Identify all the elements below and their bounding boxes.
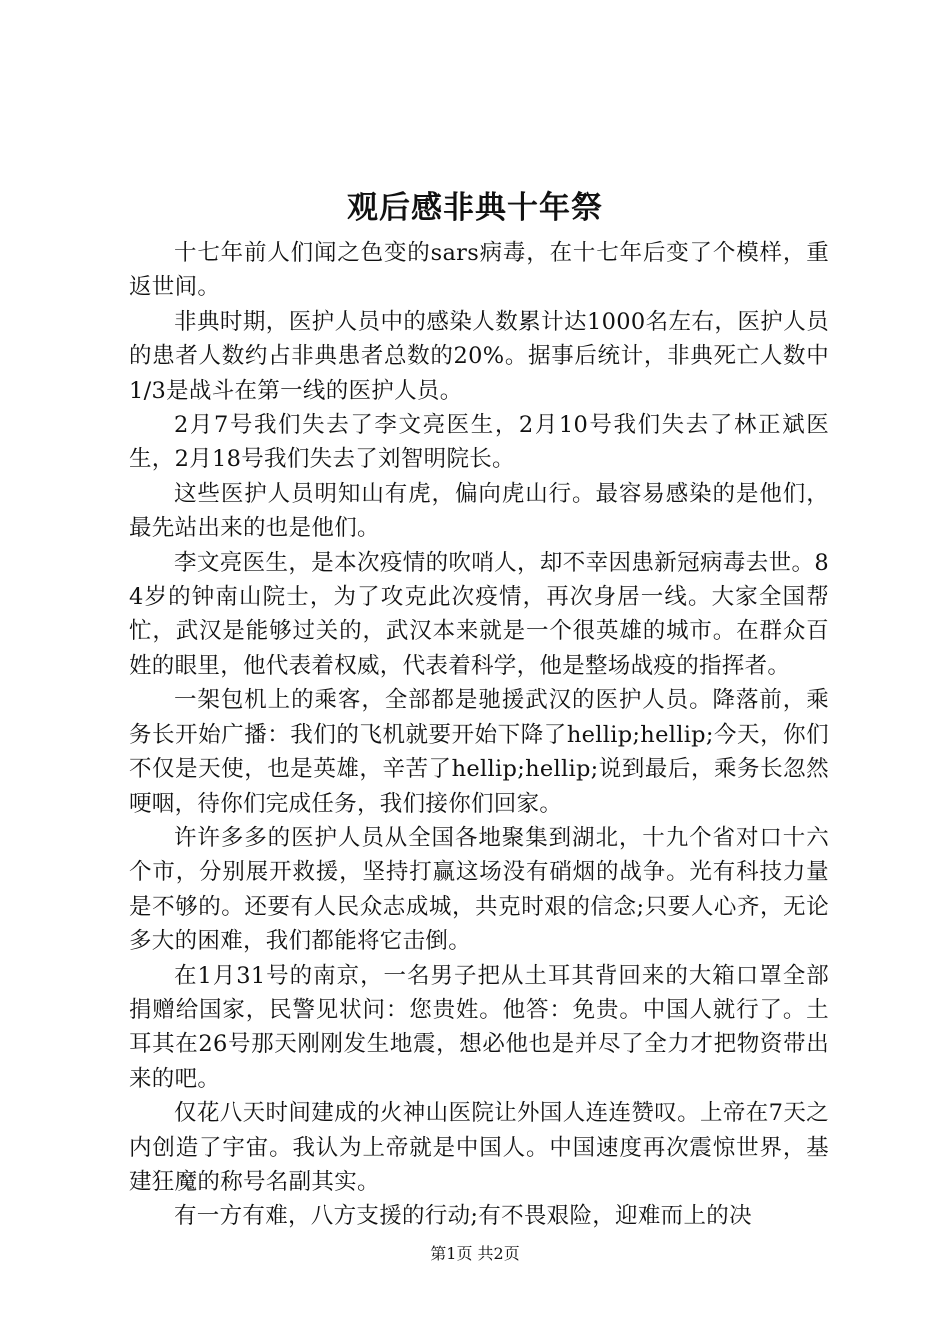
- paragraph: 2月7号我们失去了李文亮医生，2月10号我们失去了林正斌医生，2月18号我们失去了刘智明院长。: [129, 412, 829, 473]
- document-body: [129, 236, 829, 1234]
- paragraph: 有一方有难，八方支援的行动;有不畏艰险，迎难而上的决: [174, 1203, 752, 1230]
- paragraph: 许许多多的医护人员从全国各地聚集到湖北，十九个省对口十六个市，分别展开救援，坚持打赢这场没有硝烟的战争。光有科技力量是不够的。还要有人民众志成城，共克时艰的信念;只要人心齐，无论多大的困难，我们都能将它击倒。: [129, 824, 829, 955]
- document-title: 观后感非典十年祭: [347, 190, 603, 226]
- paragraph: 仅花八天时间建成的火神山医院让外国人连连赞叹。上帝在7天之内创造了宇宙。我认为上帝就是中国人。中国速度再次震惊世界，基建狂魔的称号名副其实。: [129, 1100, 829, 1195]
- paragraph: 一架包机上的乘客，全部都是驰援武汉的医护人员。降落前，乘务长开始广播：我们的飞机就要开始下降了hellip;hellip;今天，你们不仅是天使，也是英雄，辛苦了hellip;hellip;说到最后，乘务长忽然哽咽，待你们完成任务，我们接你们回家。: [129, 687, 829, 817]
- paragraph: 非典时期，医护人员中的感染人数累计达1000名左右，医护人员的患者人数约占非典患者总数的20%。据事后统计，非典死亡人数中1/3是战斗在第一线的医护人员。: [129, 308, 829, 404]
- paragraph: 李文亮医生，是本次疫情的吹哨人，却不幸因患新冠病毒去世。84岁的钟南山院士，为了攻克此次疫情，再次身居一线。大家全国帮忙，武汉是能够过关的，武汉本来就是一个很英雄的城市。在群众百姓的眼里，他代表着权威，代表着科学，他是整场战疫的指挥者。: [129, 549, 829, 679]
- paragraph: 十七年前人们闻之色变的sars病毒，在十七年后变了个模样，重返世间。: [129, 240, 829, 301]
- page-footer: 第1页 共2页: [430, 1244, 520, 1263]
- paragraph: 这些医护人员明知山有虎，偏向虎山行。最容易感染的是他们，最先站出来的也是他们。: [129, 480, 829, 542]
- paragraph: 在1月31号的南京，一名男子把从土耳其背回来的大箱口罩全部捐赠给国家，民警见状问：您贵姓。他答：免贵。中国人就行了。土耳其在26号那天刚刚发生地震，想必他也是并尽了全力才把物资带出来的吧。: [129, 962, 829, 1092]
